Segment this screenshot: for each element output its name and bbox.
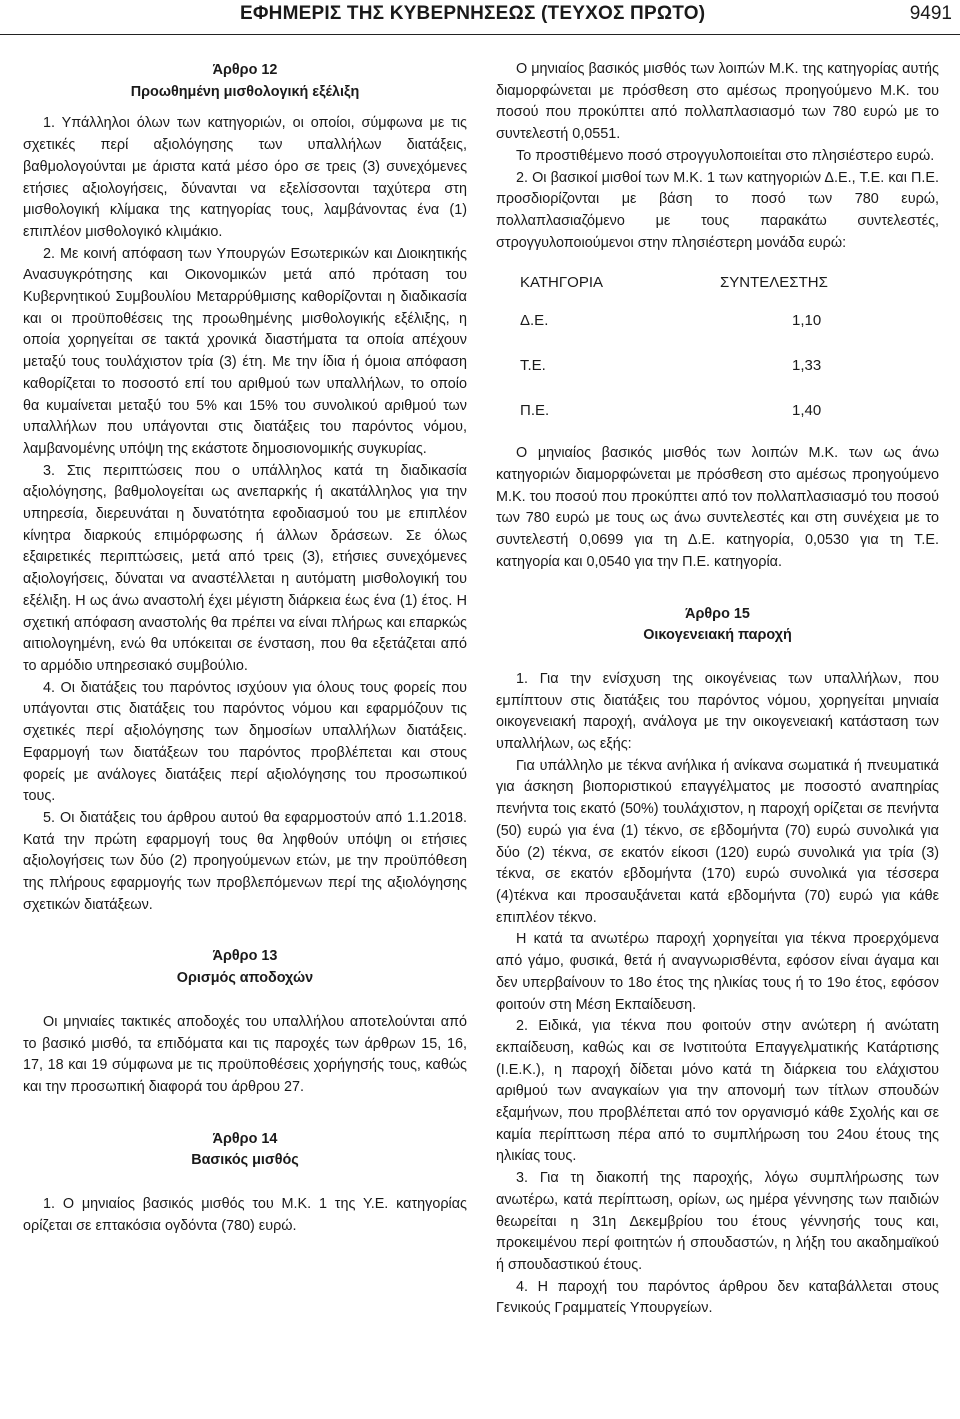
- table-header-category: ΚΑΤΗΓΟΡΙΑ: [520, 274, 603, 292]
- paragraph: 3. Για τη διακοπή της παροχής, λόγω συμπλήρωσης των ανωτέρω, κατά περίπτωση, ορίων, ως ημέρα γέννησης των παιδιών θεωρείται η 31η Δεκεμβρίου του έτους γέννησής τους και, προκειμένου περί φοιτητών ή σπουδαστών, η λήξη του ακαδημαϊκού ή σπουδαστικού έτους.: [496, 1170, 939, 1273]
- table-cell-category: Δ.Ε.: [520, 311, 549, 329]
- paragraph: Ο μηνιαίος βασικός μισθός των λοιπών Μ.Κ. της κατηγορίας αυτής διαμορφώνεται με πρόσθεση στο αμέσως προηγούμενο Μ.Κ. του ποσού που προκύπτει από πολλαπλασιασμό των 780 ευρώ με το συντελεστή 0,0551.: [496, 61, 939, 143]
- article-number: Άρθρο 13: [212, 948, 278, 965]
- paragraph: 2. Με κοινή απόφαση των Υπουργών Εσωτερικών και Διοικητικής Ανασυγκρότησης και Οικονομικών μετά από πρόταση του Κυβερνητικού Συμβουλίου Μεταρρύθμισης καθορίζονται η διαδικασία και οι προϋποθέσεις της προωθημένης μισθολογικής εξέλιξης, η οποία χορηγείται σε τακτά χρονικά διαστήματα τα οποία απέχουν μεταξύ τους τουλάχιστον τρία (3) έτη. Με την ίδια ή όμοια απόφαση καθορίζεται το ποσοστό επί του αριθμού των υπαλλήλων, το οποίο θα κυμαίνεται μεταξύ του 5% και 15% του συνολικού αριθμού των υπαλλήλων που υπάγονται στις διατάξεις του παρόντος νόμου, λαμβανομένης υπόψη της εκάστοτε δημοσιονομικής συγκυρίας.: [23, 245, 467, 457]
- page-header: [0, 0, 960, 35]
- article-number: Άρθρο 15: [685, 605, 750, 622]
- paragraph: Το προστιθέμενο ποσό στρογγυλοποιείται στο πλησιέστερο ευρώ.: [516, 147, 935, 164]
- article-title: Ορισμός αποδοχών: [176, 970, 314, 987]
- article-14-heading: [23, 1129, 467, 1172]
- paragraph: Η κατά τα ανωτέρω παροχή χορηγείται για τέκνα προερχόμενα από γάμο, φυσικά, θετά ή αναγνωρισθέντα, εφόσον είναι άγαμα και δεν υπερβαίνουν το 18ο έτος της ηλικίας τους ή το 19ο έτος, εφόσον φοιτούν στη Μέση Εκπαίδευση.: [496, 931, 939, 1013]
- article-number: Άρθρο 14: [212, 1130, 278, 1147]
- table-cell-category: Π.Ε.: [520, 401, 550, 419]
- paragraph: 5. Οι διατάξεις του άρθρου αυτού θα εφαρμοστούν από 1.1.2018. Κατά την πρώτη εφαρμογή τους θα ληφθούν υπόψη οι ετήσιες αξιολογήσεις των δύο (2) προηγούμενων ετών, με την προϋπόθεση της πλήρους εφαρμογής των προβλεπόμενων περί της αξιολόγησης σχετικών διατάξεων.: [23, 809, 467, 913]
- table-cell-coefficient: 1,10: [792, 311, 822, 329]
- paragraph: Οι μηνιαίες τακτικές αποδοχές του υπαλλήλου αποτελούνται από το βασικό μισθό, τα επιδόματα και τις παροχές των άρθρων 15, 16, 17, 18 και 19 σύμφωνα με τις προϋποθέσεις χορήγησής τους, καθώς και την προσωπική διαφορά του άρθρου 27.: [23, 1013, 467, 1095]
- article-title: Οικογενειακή παροχή: [643, 627, 792, 644]
- article-12-heading: [23, 60, 467, 103]
- table-row: [504, 343, 936, 388]
- paragraph: 4. Η παροχή του παρόντος άρθρου δεν καταβάλλεται στους Γενικούς Γραμματείς Υπουργείων.: [496, 1278, 939, 1317]
- table-cell-coefficient: 1,33: [792, 356, 822, 374]
- paragraph: Για υπάλληλο με τέκνα ανήλικα ή ανίκανα σωματικά ή πνευματικά για άσκηση βιοποριστικού επαγγέλματος με ποσοστό αναπηρίας πενήντα τοις εκατό (50%) τουλάχιστον, η παροχή ορίζεται σε πενήντα (50) ευρώ για ένα (1) τέκνο, σε εβδομήντα (70) ευρώ συνολικά για δύο (2) τέκνα, σε εκατόν είκοσι (120) ευρώ συνολικά για τρία (3) τέκνα, σε εκατόν εβδομήντα (170) ευρώ συνολικά για τέσσερα (4)τέκνα και προσαυξάνεται κατά εβδομήντα (70) ευρώ για κάθε επιπλέον τέκνο.: [496, 757, 939, 926]
- paragraph: Ο μηνιαίος βασικός μισθός των λοιπών Μ.Κ. των ως άνω κατηγοριών διαμορφώνεται με πρόσθεση στο αμέσως προηγούμενο Μ.Κ. του ποσού που προκύπτει από τον πολλαπλασιασμό του ποσού των 780 ευρώ με τους ως άνω συντελεστές και στη συνέχεια με το συντελεστή 0,0699 για τη Δ.Ε. κατηγορία, 0,0530 για τη Τ.Ε. κατηγορία και 0,0540 για την Π.Ε. κατηγορία.: [496, 445, 939, 570]
- paragraph: 1. Ο μηνιαίος βασικός μισθός του Μ.Κ. 1 της Υ.Ε. κατηγορίας ορίζεται σε επτακόσια ογδόντα (780) ευρώ.: [23, 1196, 467, 1234]
- coefficient-table: [504, 268, 936, 433]
- left-column: [23, 60, 467, 1237]
- table-cell-category: Τ.Ε.: [520, 356, 546, 374]
- article-number: Άρθρο 12: [212, 62, 278, 78]
- publication-title: ΕΦΗΜΕΡΙΣ ΤΗΣ ΚΥΒΕΡΝΗΣΕΩΣ (ΤΕΥΧΟΣ ΠΡΩΤΟ): [240, 3, 706, 24]
- paragraph: 2. Οι βασικοί μισθοί των Μ.Κ. 1 των κατηγοριών Δ.Ε., Τ.Ε. και Π.Ε. προσδιορίζονται με βάση το ποσό των 780 ευρώ, πολλαπλασιαζόμενο με τους παρακάτω συντελεστές, στρογγυλοποιούμενοι στην πλησιέστερη μονάδα ευρώ:: [496, 169, 939, 251]
- table-header-coefficient: ΣΥΝΤΕΛΕΣΤΗΣ: [720, 274, 828, 292]
- table-cell-coefficient: 1,40: [792, 401, 822, 419]
- page-number: 9491: [909, 3, 952, 24]
- table-row: [504, 298, 936, 343]
- article-title: Βασικός μισθός: [191, 1152, 299, 1169]
- article-15-heading: [496, 604, 939, 647]
- right-column: [496, 59, 939, 1320]
- paragraph: 3. Στις περιπτώσεις που ο υπάλληλος κατά τη διαδικασία αξιολόγησης, βαθμολογείται ως ανεπαρκής ή ακατάλληλος για την υπηρεσία, διερευνάται η δυνατότητα εφοδιασμού του με επιπλέον κίνητρα διαρκούς επιμόρφωσης ή άλλων δράσεων. Σε όλως εξαιρετικές περιπτώσεις, μετά από τρεις (3), ετήσιες συνεχόμενες αξιολογήσεις, δύναται να αναστέλλεται η αυτόματη μισθολογική του εξέλιξη. Η ως άνω αναστολή έχει μέγιστη διάρκεια έως ένα (1) έτος. Η σχετική απόφαση αναστολής θα πρέπει να είναι πλήρως και επαρκώς αιτιολογημένη, ενώ θα υπόκειται σε ένσταση, που θα εξετάζεται από το αρμόδιο υπηρεσιακό συμβούλιο.: [23, 462, 467, 674]
- article-title: Προωθημένη μισθολογική εξέλιξη: [130, 83, 360, 100]
- table-row: [504, 388, 936, 433]
- paragraph: 1. Για την ενίσχυση της οικογένειας των υπαλλήλων, που εμπίπτουν στις διατάξεις του παρόντος νόμου, χορηγείται μηνιαία οικογενειακή παροχή, ανάλογα με την οικογενειακή κατάσταση των υπαλλήλων, ως εξής:: [496, 670, 939, 753]
- paragraph: 1. Υπάλληλοι όλων των κατηγοριών, οι οποίοι, σύμφωνα με τις σχετικές περί αξιολόγησης των υπαλλήλων διατάξεις, βαθμολογούνται με άριστα κατά μέσο όρο σε τρεις (3) συνεχόμενες ετήσιες αξιολογήσεις, δύνανται να εξελίσσονται ταχύτερα στη μισθολογική κλίμακα της κατηγορίας τους, λαμβάνοντας ένα (1) επιπλέον μισθολογικό κλιμάκιο.: [23, 115, 467, 240]
- paragraph: 4. Οι διατάξεις του παρόντος ισχύουν για όλους τους φορείς που υπάγονται στις διατάξεις του παρόντος νόμου και εφαρμόζουν τις σχετικές περί αξιολόγησης των δημοσίων υπαλλήλων διατάξεις. Εφαρμογή των διατάξεων του παρόντος προβλέπεται και στους φορείς με ανάλογες διατάξεις περί αξιολόγησης του προσωπικού τους.: [23, 679, 467, 805]
- table-header-row: [504, 268, 936, 298]
- article-13-heading: [23, 946, 467, 989]
- paragraph: 2. Ειδικά, για τέκνα που φοιτούν στην ανώτερη ή ανώτατη εκπαίδευση, καθώς και σε Ινστιτούτα Επαγγελματικής Κατάρτισης (Ι.Ε.Κ.), η παροχή δίδεται μόνο κατά τη διάρκεια του ελάχιστου αριθμού των αναγκαίων για την απονομή των τίτλων σπουδών εξαμήνων, που προβλέπεται από τον οργανισμό κάθε Σχολής και σε καμία περίπτωση πέρα από το συμπλήρωση του 24ου έτους της ηλικίας τους.: [496, 1018, 939, 1165]
